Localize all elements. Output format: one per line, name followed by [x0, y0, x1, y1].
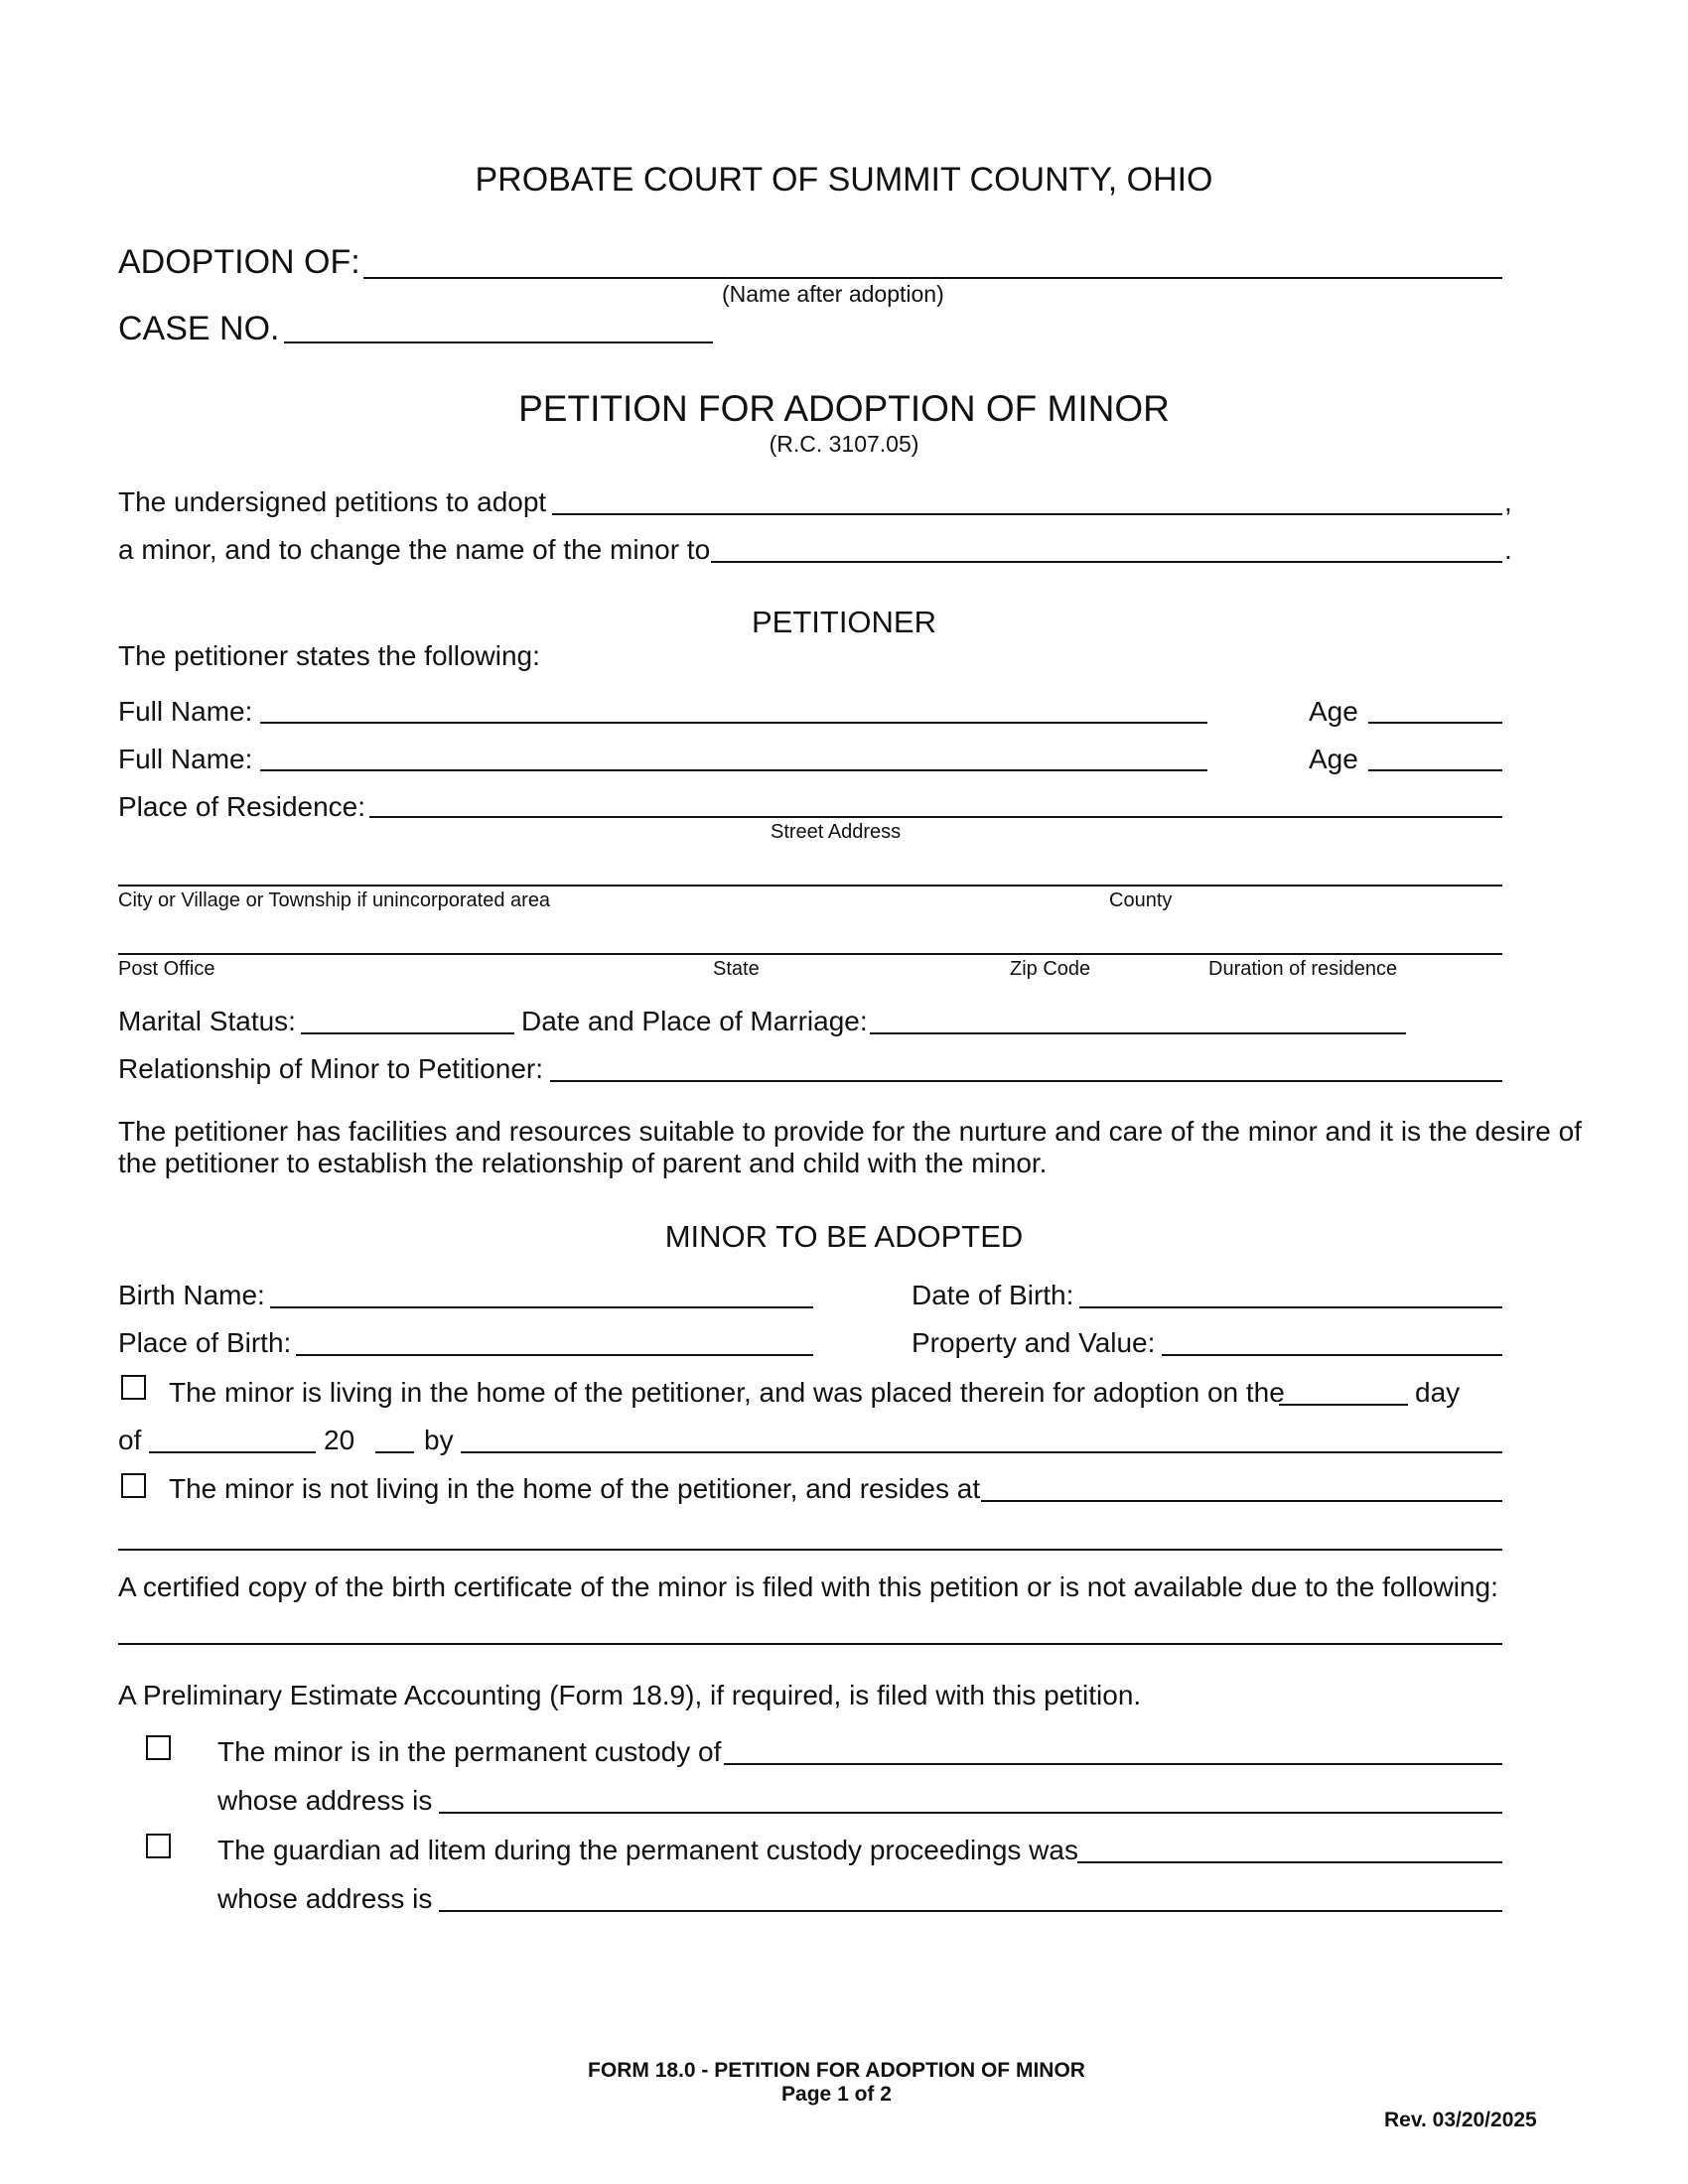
pob-field[interactable]	[296, 1354, 813, 1356]
marital-status-label: Marital Status:	[118, 1006, 296, 1036]
city-county-field[interactable]	[118, 885, 1502, 887]
full-name-label-2: Full Name:	[118, 744, 253, 774]
birth-name-field[interactable]	[270, 1306, 813, 1308]
adoption-name-field[interactable]	[363, 277, 1502, 279]
full-name-label-1: Full Name:	[118, 696, 253, 727]
facilities-text-1: The petitioner has facilities and resources suitable to provide for the nurture and care of the minor and it is the desire of	[118, 1116, 1582, 1147]
birth-name-label: Birth Name:	[118, 1280, 265, 1310]
dob-field[interactable]	[1079, 1306, 1502, 1308]
period: .	[1504, 534, 1512, 565]
resides-at-field[interactable]	[981, 1500, 1502, 1502]
resides-at-field-2[interactable]	[118, 1549, 1502, 1551]
county-hint: County	[1109, 889, 1173, 911]
property-label: Property and Value:	[912, 1327, 1156, 1358]
guardian-address-label: whose address is	[217, 1883, 433, 1914]
adoption-of-label: ADOPTION OF:	[118, 243, 360, 281]
marriage-label: Date and Place of Marriage:	[521, 1006, 868, 1036]
zip-hint: Zip Code	[1010, 958, 1091, 980]
guardian-ad-litem-text: The guardian ad litem during the permanent custody proceedings was	[217, 1835, 1078, 1865]
new-name-field[interactable]	[711, 561, 1502, 563]
street-address-field[interactable]	[369, 816, 1502, 818]
statute-ref: (R.C. 3107.05)	[769, 431, 919, 457]
estimate-text: A Preliminary Estimate Accounting (Form 18.9), if required, is filed with this petition.	[118, 1680, 1142, 1710]
age-field-2[interactable]	[1368, 769, 1502, 771]
relationship-field[interactable]	[550, 1080, 1502, 1082]
minor-heading: MINOR TO BE ADOPTED	[664, 1219, 1024, 1254]
birth-cert-reason-field[interactable]	[118, 1643, 1502, 1645]
custody-address-label: whose address is	[217, 1785, 433, 1816]
footer-form-line: FORM 18.0 - PETITION FOR ADOPTION OF MINOR	[588, 2059, 1085, 2082]
minor-name-field[interactable]	[552, 513, 1502, 515]
permanent-custody-checkbox[interactable]	[146, 1735, 171, 1760]
birth-cert-text: A certified copy of the birth certificate of the minor is filed with this petition or is not available due to the following:	[118, 1571, 1498, 1602]
name-after-adoption-hint: (Name after adoption)	[722, 281, 944, 307]
residence-label: Place of Residence:	[118, 791, 366, 822]
not-living-checkbox[interactable]	[121, 1473, 146, 1498]
petitioner-statement: The petitioner states the following:	[118, 640, 540, 671]
guardian-address-field[interactable]	[439, 1910, 1502, 1912]
footer-rev: Rev. 03/20/2025	[1384, 2109, 1537, 2131]
full-name-field-2[interactable]	[260, 769, 1207, 771]
post-office-hint: Post Office	[118, 958, 215, 980]
not-living-text: The minor is not living in the home of the petitioner, and resides at	[169, 1473, 981, 1504]
age-label-1: Age	[1309, 696, 1358, 727]
placement-day-field[interactable]	[1279, 1404, 1408, 1406]
by-label: by	[424, 1425, 454, 1455]
guardian-ad-litem-checkbox[interactable]	[146, 1834, 171, 1858]
case-no-label: CASE NO.	[118, 310, 280, 347]
of-label: of	[118, 1425, 142, 1455]
duration-hint: Duration of residence	[1208, 958, 1398, 980]
property-field[interactable]	[1162, 1354, 1502, 1356]
name-change-text: a minor, and to change the name of the minor to	[118, 534, 711, 565]
placement-year-field[interactable]	[375, 1451, 414, 1453]
comma: ,	[1504, 486, 1512, 517]
marriage-field[interactable]	[870, 1032, 1406, 1034]
petition-line-text: The undersigned petitions to adopt	[118, 486, 547, 517]
street-address-hint: Street Address	[771, 821, 902, 843]
living-in-home-text: The minor is living in the home of the petitioner, and was placed therein for adoption on the	[169, 1377, 1285, 1408]
relationship-label: Relationship of Minor to Petitioner:	[118, 1053, 543, 1084]
guardian-name-field[interactable]	[1077, 1861, 1502, 1863]
marital-status-field[interactable]	[301, 1032, 514, 1034]
custody-address-field[interactable]	[439, 1812, 1502, 1814]
case-no-field[interactable]	[284, 341, 713, 343]
city-hint: City or Village or Township if unincorporated area	[118, 889, 551, 911]
placement-month-field[interactable]	[149, 1451, 316, 1453]
age-label-2: Age	[1309, 744, 1358, 774]
age-field-1[interactable]	[1368, 722, 1502, 724]
pob-label: Place of Birth:	[118, 1327, 292, 1358]
dob-label: Date of Birth:	[912, 1280, 1074, 1310]
post-office-field[interactable]	[118, 953, 1502, 955]
day-label: day	[1415, 1377, 1461, 1408]
court-title: PROBATE COURT OF SUMMIT COUNTY, OHIO	[475, 161, 1213, 199]
facilities-text-2: the petitioner to establish the relationship of parent and child with the minor.	[118, 1148, 1048, 1178]
permanent-custody-text: The minor is in the permanent custody of	[217, 1736, 722, 1767]
form-title: PETITION FOR ADOPTION OF MINOR	[518, 388, 1170, 429]
footer-page-line: Page 1 of 2	[781, 2083, 892, 2106]
petitioner-heading: PETITIONER	[751, 605, 936, 639]
custody-name-field[interactable]	[724, 1763, 1502, 1765]
state-hint: State	[713, 958, 760, 980]
placed-by-field[interactable]	[461, 1451, 1502, 1453]
living-in-home-checkbox[interactable]	[121, 1375, 146, 1400]
full-name-field-1[interactable]	[260, 722, 1207, 724]
year-prefix: 20	[324, 1425, 355, 1455]
